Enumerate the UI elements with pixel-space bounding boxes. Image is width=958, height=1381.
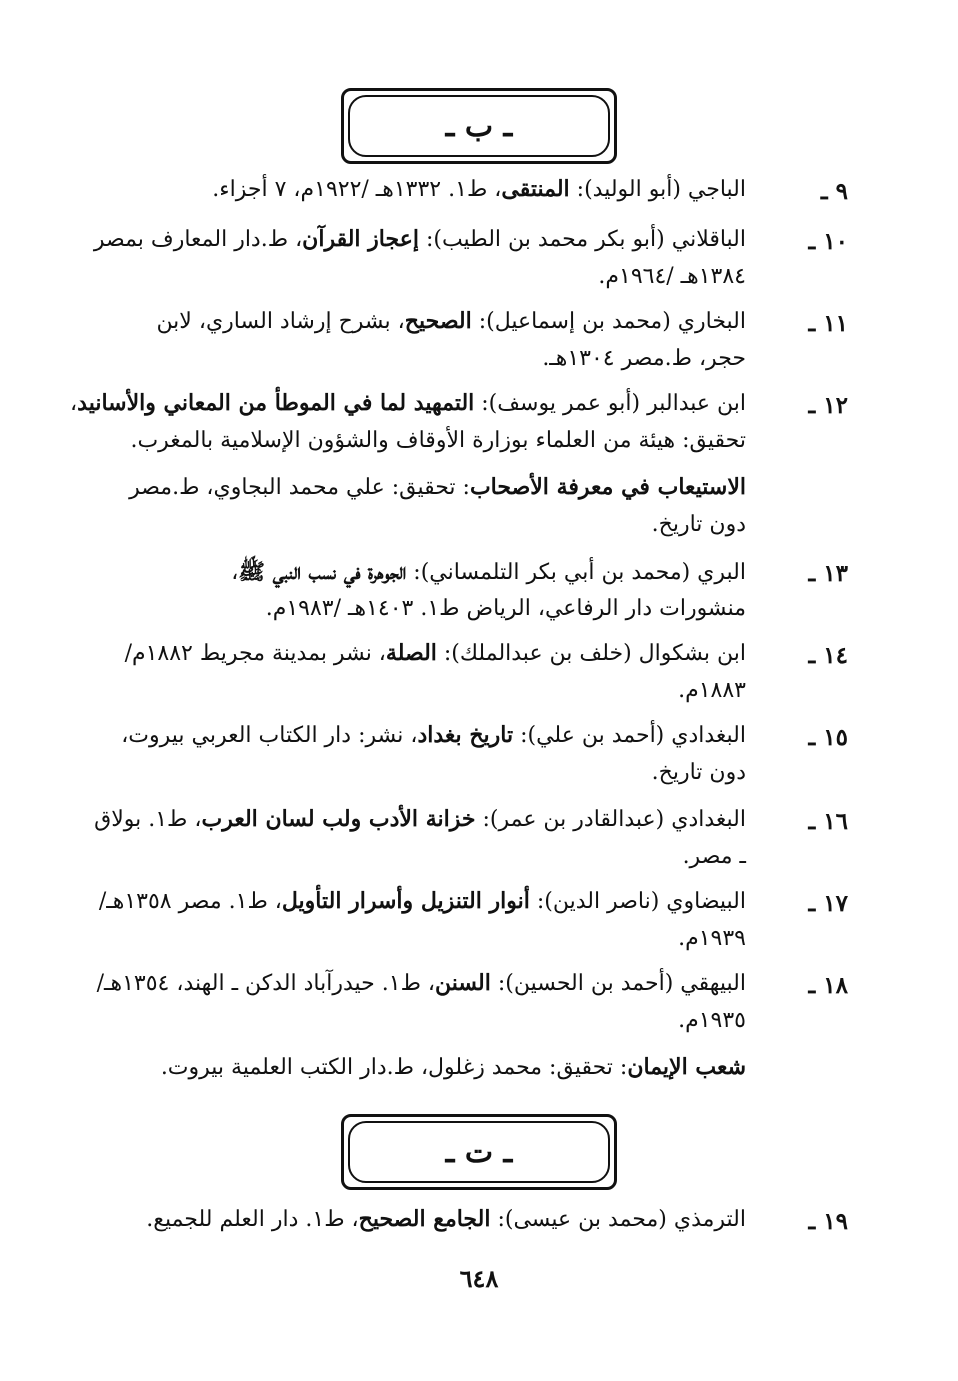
entry-line [70, 970, 746, 996]
entry-text: ابن عبدالبر (أبو عمر يوسف): [474, 391, 746, 416]
entry-line [70, 558, 746, 590]
entry-text-tail: ، ط١. بولاق [94, 807, 202, 832]
entry-text-tail: ، ط١. حيدرآباد الدكن ـ الهند، ١٣٥٤هـ/ [96, 971, 436, 996]
entry-text: البغدادي (أحمد بن علي): [513, 723, 746, 748]
entry-title: الجوهرة في نسب النبي ﷺ [238, 559, 407, 585]
entry-line [70, 722, 746, 748]
entry-text-tail: ، [70, 391, 78, 416]
entry-line [70, 1008, 746, 1033]
entry-text: الترمذي (محمد بن عيسى): [490, 1207, 746, 1232]
entry-number: ١٠ ـ [808, 228, 848, 255]
entry-line [70, 806, 746, 832]
entry-number: ١٥ ـ [808, 724, 848, 751]
entry-text: ١٩٣٩م. [678, 926, 746, 951]
entry-line [70, 678, 746, 703]
entry-text: ـ مصر. [682, 844, 746, 869]
entry-title: أنوار التنزيل وأسرار التأويل [281, 888, 530, 914]
entry-title: المنتقى [501, 176, 570, 202]
entry-text: دون تاريخ. [651, 512, 746, 537]
entry-number: ١٤ ـ [808, 642, 848, 669]
entry-text: ابن بشكوال (خلف بن عبدالملك): [436, 641, 746, 666]
entry-number: ١٢ ـ [808, 392, 848, 419]
entry-text: البري (محمد بن أبي بكر التلمساني): [406, 560, 746, 585]
entry-text: تحقيق: هيئة من العلماء بوزارة الأوقاف والشؤون الإسلامية بالمغرب. [130, 428, 746, 453]
entry-title: شعب الإيمان [627, 1054, 746, 1080]
entry-line [70, 760, 746, 785]
page-number: ٦٤٨ [459, 1264, 499, 1293]
entry-line [70, 428, 746, 453]
entry-text: حجر، ط.مصر ١٣٠٤هـ. [542, 346, 746, 371]
entry-text-tail: ، نشر بمدينة مجريط ١٨٨٢م/ [124, 641, 386, 666]
entry-text: منشورات دار الرفاعي، الرياض ط١. ١٤٠٣هـ /١٩٨٣م. [265, 596, 746, 621]
entry-title: الصلة [385, 640, 437, 666]
entry-text: ١٣٨٤هـ /١٩٦٤م. [598, 264, 746, 289]
entry-title: خزانة الأدب ولب لسان العرب [201, 806, 476, 832]
entry-line [70, 596, 746, 621]
entry-line [70, 264, 746, 289]
entry-text-tail: ، ط.دار المعارف بمصر [93, 227, 303, 252]
entry-title: السنن [435, 970, 491, 996]
entry-line [70, 390, 746, 416]
section-heading-b-label: ـ ب ـ [348, 95, 610, 157]
entry-text-tail: ، ط١. مصر ١٣٥٨هـ/ [98, 889, 282, 914]
entry-text-tail: ، ط١. دار العلم للجميع. [146, 1207, 359, 1232]
entry-title: تاريخ بغداد [417, 722, 514, 748]
entry-text-tail: : تحقيق: علي محمد البجاوي، ط.مصر [129, 475, 470, 500]
entry-number: ١٧ ـ [808, 890, 848, 917]
entry-number: ١١ ـ [808, 310, 848, 337]
entry-line [70, 346, 746, 371]
entry-text: دون تاريخ. [651, 760, 746, 785]
entry-line [70, 640, 746, 666]
section-heading-t [341, 1114, 617, 1190]
entry-number: ١٦ ـ [808, 808, 848, 835]
entry-text: البيضاوي (ناصر الدين): [529, 889, 746, 914]
entry-text: البغدادي (عبدالقادر بن عمر): [475, 807, 746, 832]
entry-number: ١٩ ـ [808, 1208, 848, 1235]
entry-line [70, 226, 746, 252]
section-heading-b [341, 88, 617, 164]
entry-text: الباقلاني (أبو بكر محمد بن الطيب): [418, 227, 746, 252]
entry-text-tail: ، ط١. ١٣٣٢هـ /١٩٢٢م، ٧ أجزاء. [212, 177, 502, 202]
entry-line [70, 176, 746, 202]
entry-line [70, 512, 746, 537]
entry-number: ٩ ـ [820, 178, 848, 205]
entry-line [70, 1054, 746, 1080]
entry-title: التمهيد لما في الموطأ من المعاني والأسانيد [77, 390, 475, 416]
entry-text: ١٨٨٣م. [678, 678, 746, 703]
entry-text: البيهقي (أحمد بن الحسين): [490, 971, 746, 996]
entry-text-tail: ، [231, 560, 239, 585]
entry-line [70, 1206, 746, 1232]
entry-title: الجامع الصحيح [358, 1206, 491, 1232]
entry-number: ١٨ ـ [808, 972, 848, 999]
entry-title: الاستيعاب في معرفة الأصحاب [469, 474, 746, 500]
entry-line [70, 474, 746, 500]
entry-line [70, 888, 746, 914]
entry-text: ١٩٣٥م. [678, 1008, 746, 1033]
entry-line [70, 308, 746, 334]
entry-line [70, 844, 746, 869]
entry-title: الصحيح [404, 308, 472, 334]
entry-text: البخاري (محمد بن إسماعيل): [471, 309, 746, 334]
section-heading-t-label: ـ ت ـ [348, 1121, 610, 1183]
entry-text: الباجي (أبو الوليد): [569, 177, 746, 202]
entry-line [70, 926, 746, 951]
entry-text-tail: : تحقيق: محمد زغلول، ط.دار الكتب العلمية بيروت. [160, 1055, 628, 1080]
entry-title: إعجاز القرآن [302, 226, 419, 252]
entry-text-tail: ، نشر: دار الكتاب العربي بيروت، [121, 723, 418, 748]
entry-text-tail: ، بشرح إرشاد الساري، لابن [156, 309, 405, 334]
entry-number: ١٣ ـ [808, 560, 848, 587]
